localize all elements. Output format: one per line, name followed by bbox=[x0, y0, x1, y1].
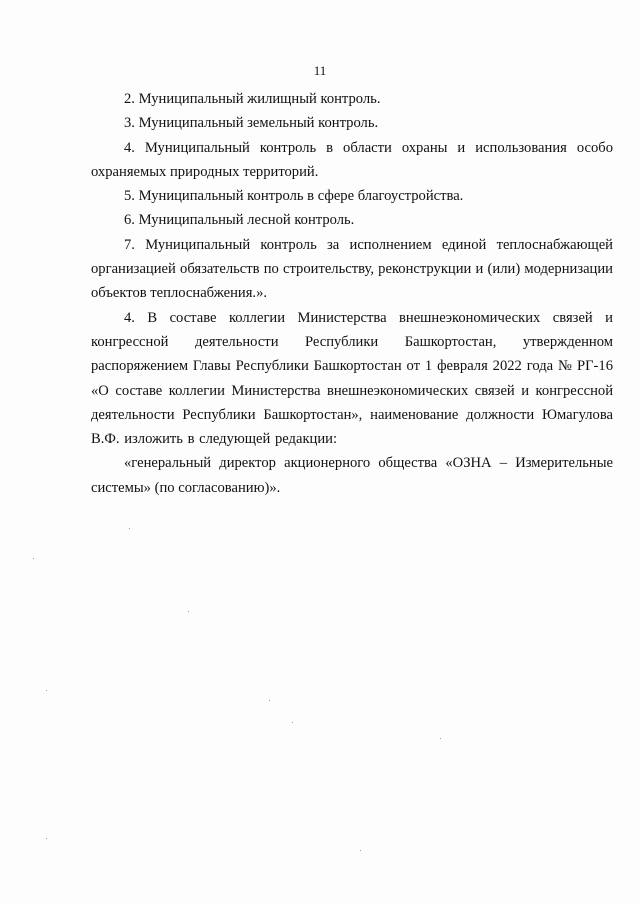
page-number: 11 bbox=[313, 63, 327, 78]
scan-speck bbox=[440, 738, 441, 739]
paragraph-item-5: 5. Муниципальный контроль в сфере благоустройства. bbox=[124, 188, 464, 205]
paragraph-new-wording: «генеральный директор акционерного общества «ОЗНА – Измерительные системы» (по согласованию)». bbox=[91, 455, 613, 496]
scan-speck bbox=[269, 700, 270, 701]
document-body bbox=[91, 87, 613, 500]
paragraph-section-4: 4. В составе коллегии Министерства внешнеэкономических связей и конгрессной деятельности Республики Башкортостан, утвержденном распоряжением Главы Республики Башкортостан от 1 февраля 2022 года № РГ-16 «О составе коллегии Министерства внешнеэкономических связей и конгрессной деятельности Республики Башкортостан», наименование должности Юмагулова В.Ф. изложить в следующей редакции: bbox=[91, 309, 613, 448]
scan-speck bbox=[129, 528, 130, 529]
scan-speck bbox=[46, 690, 47, 691]
paragraph-item-7: 7. Муниципальный контроль за исполнением единой теплоснабжающей организацией обязательств по строительству, реконструкции и (или) модернизации объектов теплоснабжения.». bbox=[91, 236, 613, 302]
scan-speck bbox=[33, 558, 34, 559]
paragraph-item-6: 6. Муниципальный лесной контроль. bbox=[124, 212, 355, 229]
scan-speck bbox=[46, 838, 47, 839]
paragraph-item-4: 4. Муниципальный контроль в области охраны и использования особо охраняемых природных территорий. bbox=[91, 139, 613, 180]
scan-speck bbox=[360, 850, 361, 851]
paragraph-item-2: 2. Муниципальный жилищный контроль. bbox=[124, 91, 381, 107]
scan-speck bbox=[188, 611, 189, 612]
scan-speck bbox=[292, 722, 293, 723]
paragraph-item-3: 3. Муниципальный земельный контроль. bbox=[124, 115, 379, 132]
